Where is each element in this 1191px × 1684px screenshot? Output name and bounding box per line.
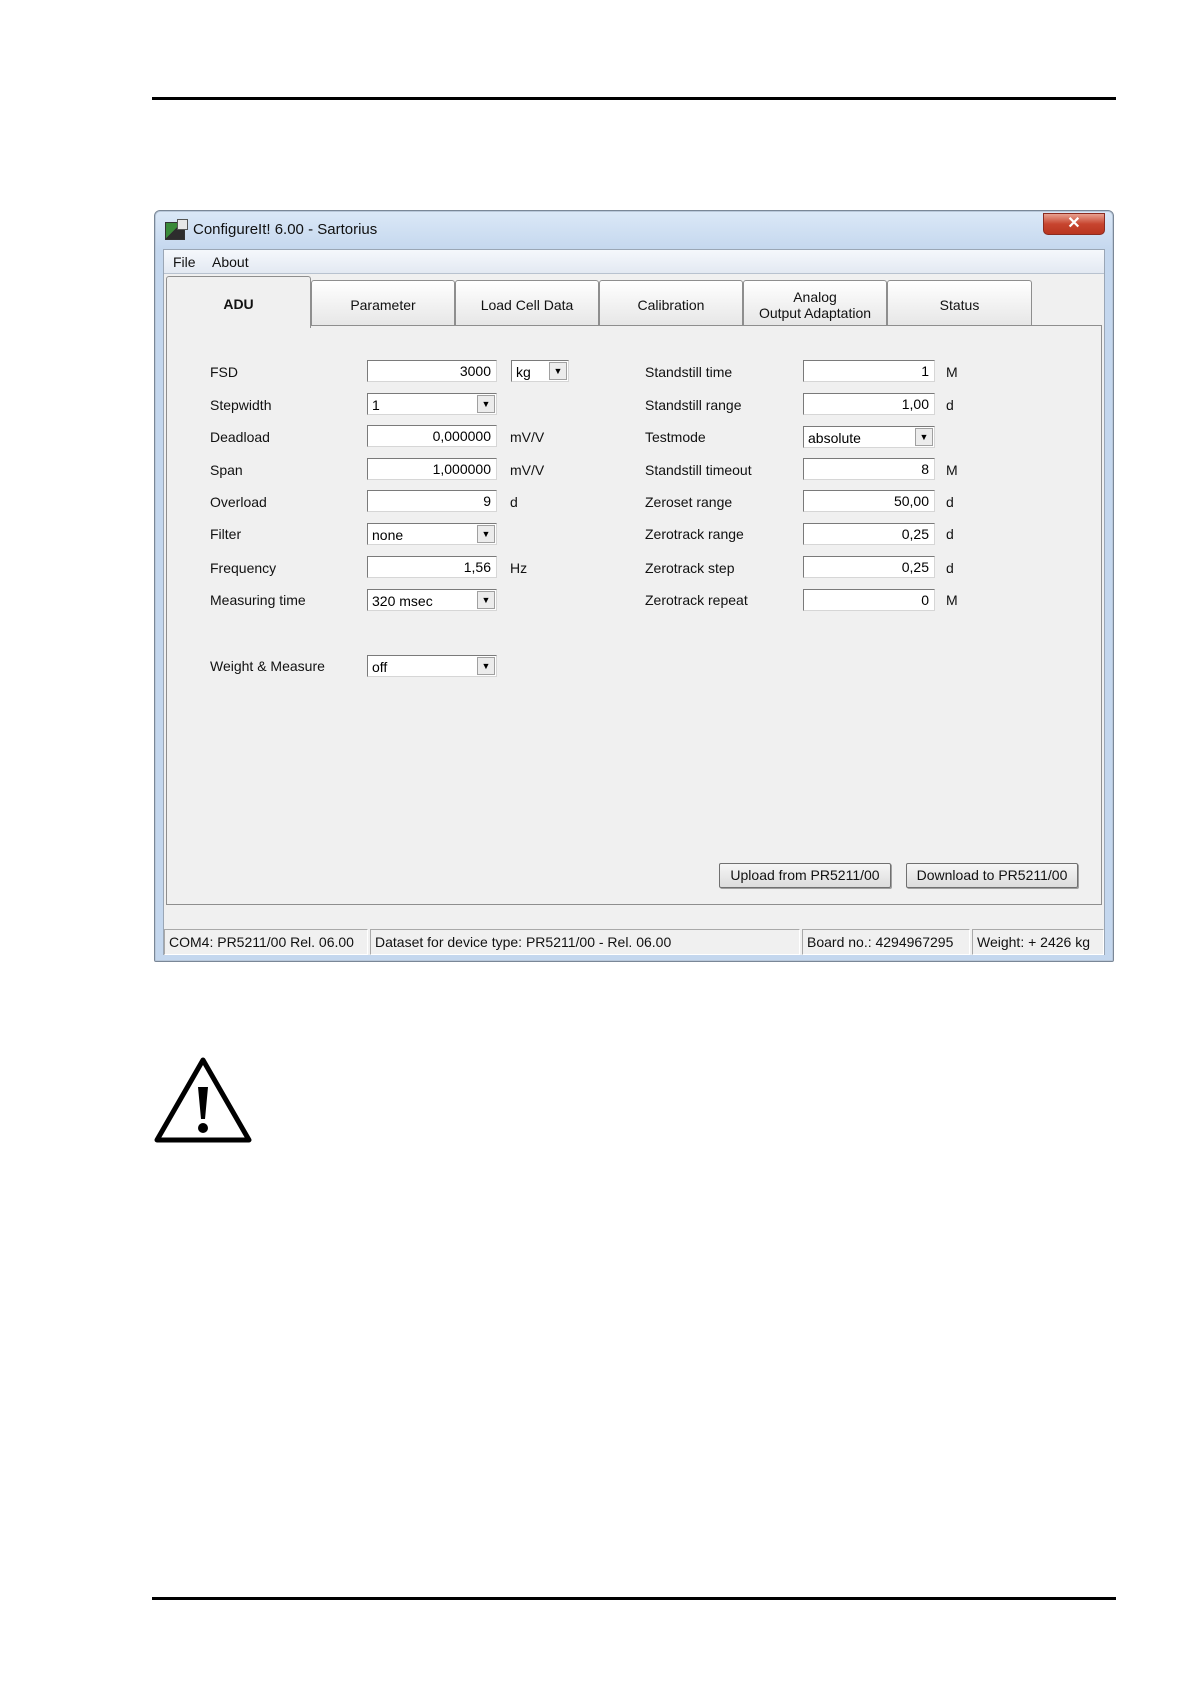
- warning-triangle-icon: [154, 1057, 252, 1143]
- zeroset-range-unit: d: [946, 494, 954, 510]
- zerotrack-repeat-input[interactable]: 0: [803, 589, 935, 611]
- overload-input[interactable]: 9: [367, 490, 497, 512]
- span-input[interactable]: 1,000000: [367, 458, 497, 480]
- menu-about[interactable]: About: [212, 254, 249, 270]
- standstill-time-unit: M: [946, 364, 958, 380]
- adu-tab-page: [166, 325, 1102, 905]
- standstill-timeout-label: Standstill timeout: [645, 462, 752, 478]
- span-unit: mV/V: [510, 462, 545, 478]
- weight-measure-label: Weight & Measure: [210, 658, 325, 674]
- stepwidth-label: Stepwidth: [210, 397, 272, 413]
- tab-analog-label-line2: Output Adaptation: [758, 304, 872, 321]
- tab-load-cell-data[interactable]: [455, 280, 599, 326]
- tab-adu-label: ADU: [223, 295, 254, 312]
- frequency-unit: Hz: [510, 560, 528, 576]
- testmode-label: Testmode: [645, 429, 706, 445]
- tab-strip: [166, 276, 1104, 326]
- weight-measure-select[interactable]: [367, 655, 497, 677]
- title-bar[interactable]: [155, 211, 1113, 249]
- fsd-label: FSD: [210, 364, 238, 380]
- upload-button[interactable]: Upload from PR5211/00: [719, 863, 891, 888]
- stepwidth-value: 1: [372, 397, 380, 413]
- tab-analog-label-line1: Analog: [793, 288, 837, 305]
- fsd-input[interactable]: 3000: [367, 360, 497, 382]
- zeroset-range-input[interactable]: 50,00: [803, 490, 935, 512]
- standstill-time-input[interactable]: 1: [803, 360, 935, 382]
- window-title: ConfigureIt! 6.00 - Sartorius: [193, 221, 378, 238]
- fsd-unit-select[interactable]: [511, 360, 569, 382]
- chevron-down-icon[interactable]: ▼: [477, 657, 495, 675]
- frequency-input[interactable]: 1,56: [367, 556, 497, 578]
- chevron-down-icon[interactable]: ▼: [915, 428, 933, 446]
- tab-status[interactable]: [887, 280, 1032, 326]
- deadload-input[interactable]: 0,000000: [367, 425, 497, 447]
- status-dataset: Dataset for device type: PR5211/00 - Rel. 06.00: [370, 929, 800, 955]
- zeroset-range-label: Zeroset range: [645, 494, 733, 510]
- standstill-range-input[interactable]: 1,00: [803, 393, 935, 415]
- zerotrack-step-unit: d: [946, 560, 954, 576]
- chevron-down-icon[interactable]: ▼: [549, 362, 567, 380]
- zerotrack-repeat-unit: M: [946, 592, 958, 608]
- footer-rule: [152, 1597, 1116, 1600]
- tab-load-cell-data-label: Load Cell Data: [480, 296, 574, 313]
- overload-label: Overload: [210, 494, 267, 510]
- measuring-time-value: 320 msec: [372, 593, 433, 609]
- zerotrack-repeat-label: Zerotrack repeat: [645, 592, 748, 608]
- tab-calibration-label: Calibration: [637, 296, 705, 313]
- zerotrack-step-label: Zerotrack step: [645, 560, 735, 576]
- testmode-select[interactable]: [803, 426, 935, 448]
- tab-parameter-label: Parameter: [350, 296, 416, 313]
- standstill-range-unit: d: [946, 397, 954, 413]
- filter-label: Filter: [210, 526, 242, 542]
- filter-select[interactable]: [367, 523, 497, 545]
- chevron-down-icon[interactable]: ▼: [477, 395, 495, 413]
- zerotrack-range-input[interactable]: 0,25: [803, 523, 935, 545]
- standstill-timeout-unit: M: [946, 462, 958, 478]
- zerotrack-step-input[interactable]: 0,25: [803, 556, 935, 578]
- status-bar: [164, 929, 1104, 955]
- download-button[interactable]: Download to PR5211/00: [906, 863, 1078, 888]
- testmode-value: absolute: [808, 430, 861, 446]
- close-button[interactable]: ✕: [1043, 213, 1105, 235]
- frequency-label: Frequency: [210, 560, 277, 576]
- tab-parameter[interactable]: [311, 280, 455, 326]
- standstill-range-label: Standstill range: [645, 397, 742, 413]
- menu-file[interactable]: File: [173, 254, 196, 270]
- chevron-down-icon[interactable]: ▼: [477, 591, 495, 609]
- zerotrack-range-unit: d: [946, 526, 954, 542]
- span-label: Span: [210, 462, 243, 478]
- filter-value: none: [372, 527, 404, 543]
- standstill-time-label: Standstill time: [645, 364, 733, 380]
- measuring-time-select[interactable]: [367, 589, 497, 611]
- deadload-label: Deadload: [210, 429, 270, 445]
- tab-analog-output-adaptation[interactable]: [743, 280, 887, 326]
- fsd-unit-value: kg: [516, 364, 531, 380]
- overload-unit: d: [510, 494, 518, 510]
- app-window: [154, 210, 1114, 962]
- menu-bar: [164, 250, 1104, 274]
- tab-adu[interactable]: [166, 276, 311, 328]
- status-com-port: COM4: PR5211/00 Rel. 06.00: [164, 929, 368, 955]
- status-weight: Weight: + 2426 kg: [972, 929, 1104, 955]
- zerotrack-range-label: Zerotrack range: [645, 526, 744, 542]
- tab-calibration[interactable]: [599, 280, 743, 326]
- client-area: [163, 249, 1105, 955]
- header-rule: [152, 97, 1116, 100]
- weight-measure-value: off: [372, 659, 388, 675]
- app-icon: [165, 222, 185, 240]
- deadload-unit: mV/V: [510, 429, 545, 445]
- status-board-number: Board no.: 4294967295: [802, 929, 970, 955]
- warning-exclamation-dot: [198, 1123, 208, 1133]
- standstill-timeout-input[interactable]: 8: [803, 458, 935, 480]
- tab-status-label: Status: [939, 296, 980, 313]
- chevron-down-icon[interactable]: ▼: [477, 525, 495, 543]
- measuring-time-label: Measuring time: [210, 592, 306, 608]
- stepwidth-select[interactable]: [367, 393, 497, 415]
